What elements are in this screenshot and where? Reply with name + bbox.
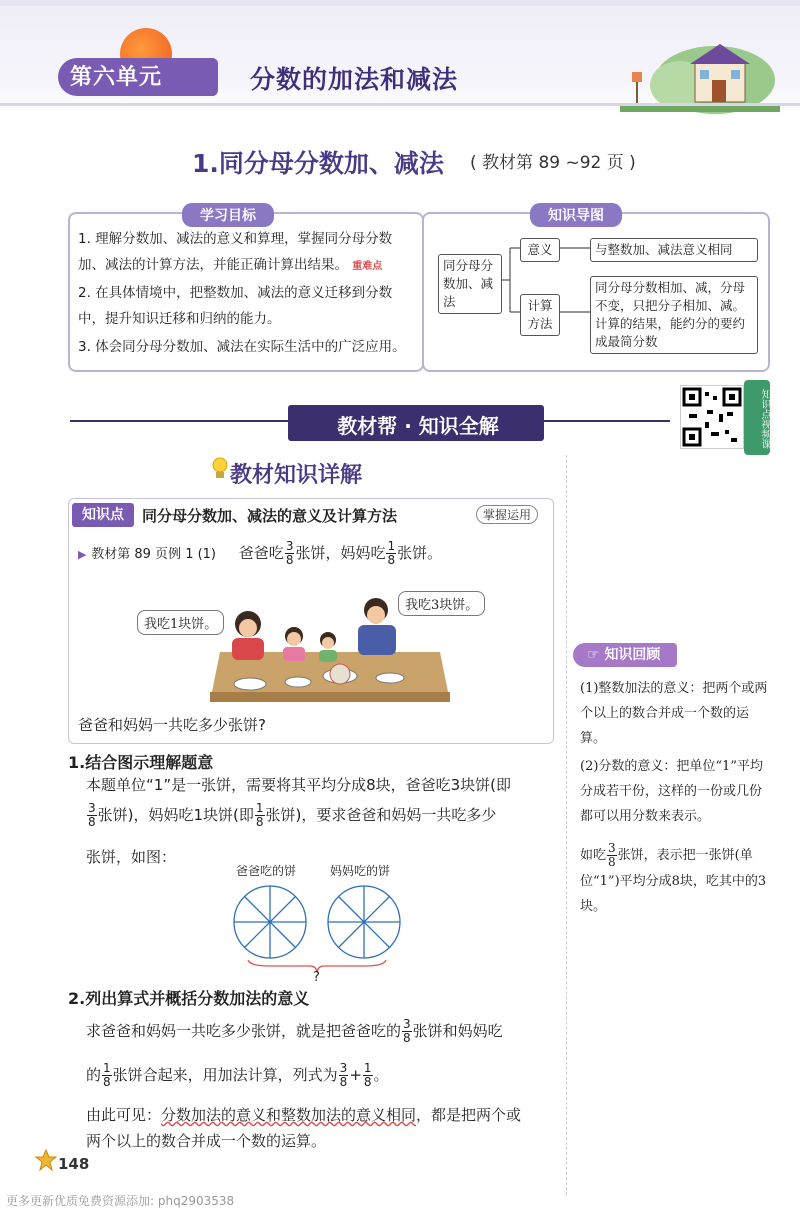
mastery-badge: 掌握运用 [476,505,538,524]
section2-line4: 两个以上的数合并成一个数的运算。 [86,1132,327,1150]
fraction: $\frac{3}{8}$ [88,801,96,829]
map-root-node: 同分母分数加、减法 [438,254,502,314]
section2-line3: 由此可见：分数加法的意义和整数加法的意义相同，都是把两个或 [86,1106,522,1124]
goal-item-3: 3. 体会同分母分数加、减法在实际生活中的广泛应用。 [78,339,406,355]
lightbulb-icon [210,456,230,482]
video-lesson-tab[interactable]: 知识点视频课 [744,380,770,455]
section1-line2: $\frac{3}{8}$ 张饼)，妈妈吃1块饼(即 $\frac{1}{8}$ 张饼)，要求爸爸和妈妈一共吃多少 [88,801,497,829]
section2-heading: 2.列出算式并概括分数加法的意义 [68,989,310,1008]
qr-code[interactable] [680,385,744,449]
section1-line1: 本题单位“1”是一张饼，需要将其平均分成8块，爸爸吃3块饼(即 [86,776,512,794]
fraction: $\frac{1}{8}$ [387,539,396,567]
pie-mom [328,886,400,958]
header-divider [0,103,800,106]
sidebar-divider [566,455,567,1195]
knowledge-point-tag: 知识点 [72,503,134,527]
header-stripe [0,0,800,6]
pie2-label: 妈妈吃的饼 [330,864,391,878]
pie-dad [234,886,306,958]
section2-line1: 求爸爸和妈妈一共吃多少张饼，就是把爸爸吃的 $\frac{3}{8}$ 张饼和妈妈吃 [86,1017,503,1045]
map-branch-method: 计算方法 [520,294,560,336]
example-reference: 教材第 89 页例 1 (1) [91,547,217,562]
fraction: $\frac{3}{8}$ [608,841,616,869]
review-item-2: (2)分数的意义：把单位“1”平均分成若干份，这样的一份或几份都可以用分数来表示。 [580,759,763,824]
fraction: $\frac{1}{8}$ [103,1061,111,1089]
goals-label: 学习目标 [182,203,274,227]
section1-heading: 1.结合图示理解题意 [68,753,214,772]
difficulty-badge: 重难点 [352,261,383,272]
chapter-title: 分数的加法和减法 [250,65,459,94]
knowledge-point-title: 同分母分数加、减法的意义及计算方法 [142,507,398,525]
knowledge-map-label: 知识导图 [530,203,622,227]
fraction: $\frac{1}{8}$ [255,801,264,829]
lesson-title: 1.同分母分数加、减法 [192,149,444,178]
textbook-reference: ( 教材第 89 ~92 页 ) [470,153,636,173]
unit-label: 第六单元 [70,65,163,90]
map-branch-meaning: 意义 [520,238,560,262]
play-arrow-icon: ▶ [78,548,87,561]
example-line: ▶ 教材第 89 页例 1 (1) 爸爸吃 $\frac{3}{8}$ 张饼，妈妈吃 $\frac{1}{8}$ 张饼。 [78,539,443,567]
fraction: $\frac{3}{8}$ [285,539,294,567]
key-conclusion: 分数加法的意义和整数加法的意义相同 [161,1106,417,1124]
page-number: 148 [58,1155,90,1173]
goal-item-1: 1. 理解分数加、减法的意义和算理，掌握同分母分数加、减法的计算方法，并能正确计算出结果。 重难点 [78,231,393,273]
map-method-detail: 同分母分数相加、减，分母不变，只把分子相加、减。计算的结果，能约分的要约成最简分数 [590,276,758,354]
star-icon [34,1148,58,1172]
goal-item-2: 2. 在具体情境中，把整数加、减法的意义迁移到分数中，提升知识迁移和归纳的能力。 [78,285,393,327]
map-meaning-detail: 与整数加、减法意义相同 [590,238,758,262]
speech-bubble-mom: 我吃1块饼。 [137,610,224,635]
speech-bubble-dad: 我吃3块饼。 [398,591,485,616]
pie1-label: 爸爸吃的饼 [236,864,297,878]
section1-line3: 张饼，如图： [86,848,177,866]
subsection-title: 教材知识详解 [230,463,363,488]
review-item-1: (1)整数加法的意义：把两个或两个以上的数合并成一个数的运算。 [580,681,768,746]
hand-icon: ☞ [587,647,600,663]
example-question: 爸爸和妈妈一共吃多少张饼? [78,716,266,734]
section2-line2: 的 $\frac{1}{8}$ 张饼合起来，用加法计算，列式为 $\frac{3}{8}$ + $\frac{1}{8}$ 。 [86,1061,389,1089]
fraction: $\frac{3}{8}$ [403,1017,411,1045]
question-mark: ? [313,970,320,985]
fraction: $\frac{3}{8}$ [339,1061,348,1089]
section-banner-text: 教材帮 · 知识全解 [337,414,499,438]
pie-diagram [230,880,410,980]
review-tag: ☞ 知识回顾 [573,643,677,667]
footer-watermark: 更多更新优质免费资源添加: phq2903538 [6,1194,235,1208]
fraction: $\frac{1}{8}$ [363,1061,372,1089]
review-item-3: 如吃 $\frac{3}{8}$ 张饼，表示把一张饼(单位“1”)平均分成8块，吃其中的3块。 [580,841,767,914]
